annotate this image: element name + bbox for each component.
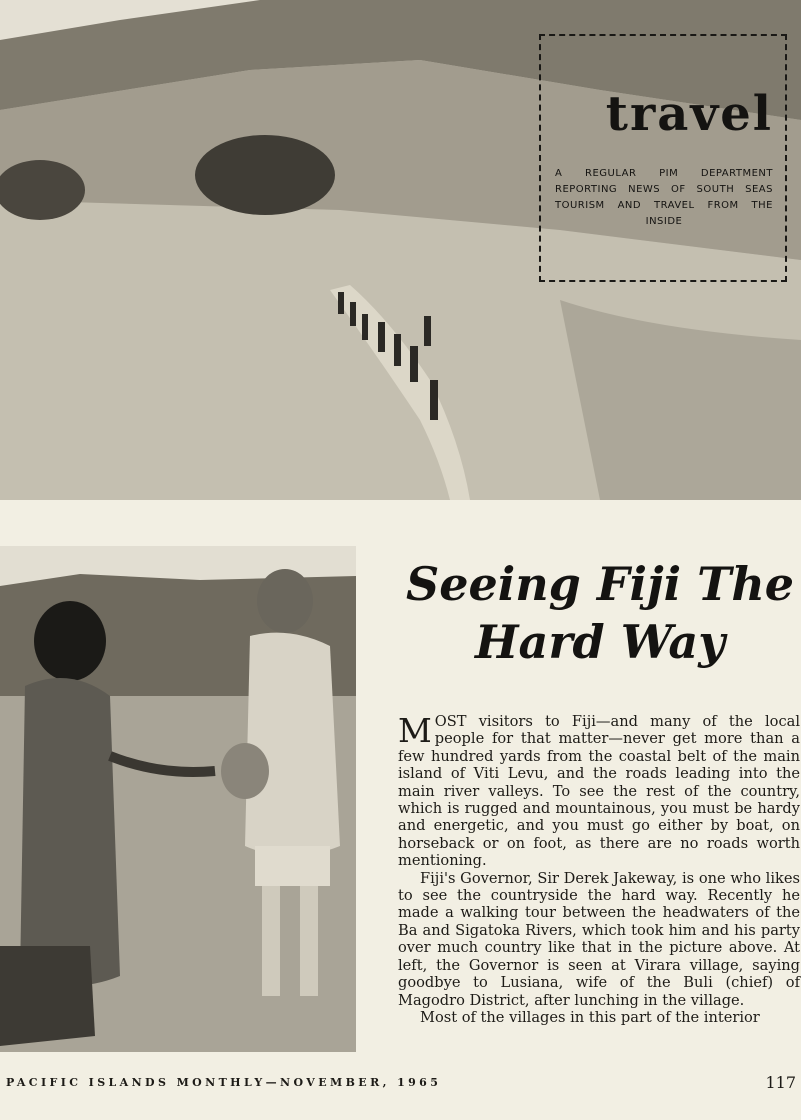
article-paragraph-3: Most of the villages in this part of the interior	[420, 1008, 760, 1026]
headline-line-2: Hard Way	[475, 615, 725, 669]
travel-department-subtitle: A REGULAR PIM DEPARTMENT REPORTING NEWS OF SOUTH SEAS TOURISM AND TRAVEL FROM THE INSIDE	[555, 168, 773, 227]
travel-title: travel	[605, 86, 773, 142]
governor-farewell-photo	[0, 546, 356, 1052]
drop-cap: M	[398, 711, 432, 750]
page-number: 117	[765, 1073, 796, 1092]
farewell-photo-illustration	[0, 546, 356, 1052]
article-paragraph-2: Fiji's Governor, Sir Derek Jakeway, is one who likes to see the countryside the hard way. Recently he made a walking tour between the headwaters of the Ba and Sigatoka Rivers, which took him and his party over much country like that in the picture above. At left, the Governor is seen at Virara village, saying goodbye to Lusiana, wife of the Buli (chief) of Magodro District, after lunching in the village.	[398, 869, 800, 1009]
page-footer	[6, 1073, 800, 1093]
travel-department-box	[539, 34, 787, 282]
publication-line: PACIFIC ISLANDS MONTHLY—NOVEMBER, 1965	[6, 1076, 442, 1089]
article-body	[398, 713, 800, 1026]
headline-line-1: Seeing Fiji The	[405, 557, 795, 611]
hillside-trail-photo	[0, 0, 801, 500]
article-headline	[400, 555, 800, 671]
article-paragraph-1	[398, 713, 800, 870]
paragraph-1-text: OST visitors to Fiji—and many of the local people for that matter—never get more than a few hundred yards from the coastal belt of the main island of Viti Levu, and the roads leading into the main river valleys. To see the rest of the country, which is rugged and mountainous, you must be hardy and energetic, and you must go either by boat, on horseback or on foot, as there are no roads worth mentioning.	[398, 713, 800, 870]
